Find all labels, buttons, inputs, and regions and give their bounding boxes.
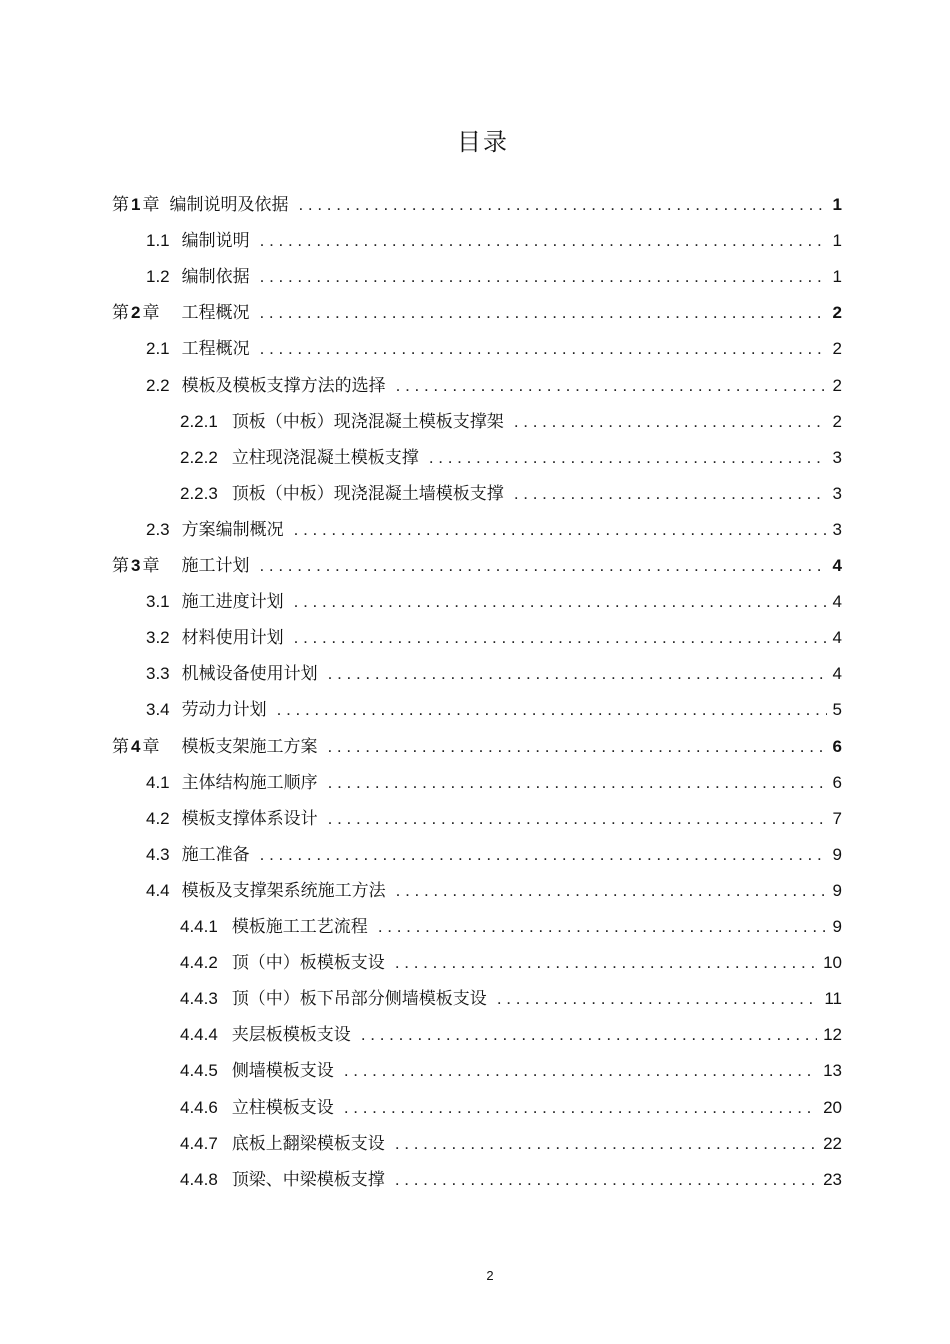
toc-entry[interactable] (146, 336, 842, 362)
toc-page-number: 5 (832, 700, 842, 720)
toc-entry[interactable] (180, 986, 842, 1012)
toc-entry-title: 侧墙模板支设 (231, 1061, 334, 1082)
toc-page-number: 1 (832, 231, 842, 251)
toc-section-number: 4.3 (146, 844, 170, 864)
toc-dot-leader (514, 409, 827, 435)
toc-dot-leader (395, 950, 817, 976)
toc-entry-title: 编制说明 (181, 231, 250, 252)
toc-entry[interactable] (146, 589, 842, 615)
toc-page-number: 3 (832, 519, 842, 539)
toc-section-number: 4.4.1 (180, 917, 218, 936)
page-number: 2 (486, 1268, 494, 1283)
toc-entry[interactable] (146, 517, 842, 543)
toc-dot-leader (361, 1022, 817, 1048)
toc-entry-title: 方案编制概况 (181, 519, 284, 540)
toc-entry[interactable] (146, 842, 842, 868)
toc-page-number: 4 (832, 664, 842, 684)
toc-page-number: 10 (823, 953, 842, 973)
toc-section-number: 1.2 (146, 267, 170, 287)
toc-dot-leader (328, 770, 827, 796)
toc-entry-title: 立柱模板支设 (231, 1097, 334, 1118)
toc-section-number: 2.2 (146, 375, 170, 395)
page-title: 目录 (457, 128, 509, 156)
toc-entry[interactable] (180, 409, 842, 435)
toc-entry-title: 顶板（中板）现浇混凝土模板支撑架 (231, 411, 504, 432)
toc-entry[interactable] (146, 878, 842, 904)
toc-entry-title: 模板支撑体系设计 (181, 808, 318, 829)
toc-dot-leader (259, 553, 826, 579)
toc-entry-title: 工程概况 (181, 339, 250, 360)
toc-dot-leader (328, 806, 827, 832)
toc-dot-leader (378, 914, 827, 940)
toc-entry[interactable] (112, 300, 842, 326)
toc-page-number: 2 (832, 375, 842, 395)
toc-entry[interactable] (180, 445, 842, 471)
toc-entry[interactable] (146, 661, 842, 687)
toc-entry-title: 顶（中）板下吊部分侧墙模板支设 (231, 989, 487, 1010)
toc-section-number: 3.1 (146, 592, 170, 612)
toc-dot-leader (294, 625, 827, 651)
toc-dot-leader (294, 517, 827, 543)
toc-entry-title: 劳动力计划 (181, 700, 267, 721)
toc-section-number: 2.3 (146, 519, 170, 539)
toc-entry[interactable] (146, 697, 842, 723)
toc-page-number: 22 (823, 1133, 842, 1153)
toc-dot-leader (328, 661, 827, 687)
toc-entry-title: 编制说明及依据 (169, 195, 289, 215)
toc-entry-title: 底板上翻梁模板支设 (231, 1133, 385, 1154)
toc-page-number: 7 (832, 808, 842, 828)
toc-entry-title: 夹层板模板支设 (231, 1025, 351, 1046)
toc-page-number: 4 (832, 592, 842, 612)
toc-entry[interactable] (180, 1095, 842, 1121)
toc-entry[interactable] (180, 1058, 842, 1084)
toc-entry-title: 材料使用计划 (181, 628, 284, 649)
toc-entry[interactable] (180, 1022, 842, 1048)
toc-entry[interactable] (146, 625, 842, 651)
toc-page-number: 13 (823, 1061, 842, 1081)
toc-chapter-number: 第 1 章 (112, 195, 160, 215)
toc-entry-title: 立柱现浇混凝土模板支撑 (231, 447, 419, 468)
toc-section-number: 4.4.8 (180, 1169, 218, 1189)
toc-dot-leader (396, 878, 827, 904)
toc-page-number: 2 (832, 411, 842, 431)
toc-dot-leader (294, 589, 827, 615)
toc-entry-title: 施工准备 (181, 844, 250, 865)
toc-dot-leader (327, 734, 826, 760)
toc-chapter-number: 第 3 章 (112, 556, 160, 576)
toc-page-number: 9 (832, 844, 842, 864)
toc-page-number: 6 (832, 772, 842, 792)
toc-page-number: 9 (832, 880, 842, 900)
toc-page-number: 4 (832, 628, 842, 648)
toc-page-number: 1 (832, 195, 842, 214)
toc-entry[interactable] (180, 1167, 842, 1193)
toc-page-number: 6 (832, 736, 842, 756)
toc-page-number: 2 (832, 303, 842, 323)
toc-dot-leader (344, 1095, 817, 1121)
toc-page-number: 2 (832, 339, 842, 359)
toc-section-number: 4.4.2 (180, 953, 218, 973)
toc-page-number: 11 (824, 989, 842, 1009)
toc-page-number: 23 (823, 1169, 842, 1189)
toc-entry[interactable] (146, 806, 842, 832)
toc-section-number: 4.2 (146, 808, 170, 828)
toc-section-number: 2.2.1 (180, 411, 218, 431)
toc-dot-leader (429, 445, 827, 471)
toc-entry-title: 施工计划 (181, 556, 250, 576)
toc-entry[interactable] (112, 553, 842, 579)
toc-section-number: 4.4.6 (180, 1097, 218, 1117)
toc-entry-title: 主体结构施工顺序 (181, 772, 318, 793)
toc-dot-leader (395, 1167, 817, 1193)
toc-dot-leader (259, 300, 826, 326)
toc-section-number: 2.2.2 (180, 447, 218, 467)
toc-entry-title: 模板及模板支撑方法的选择 (181, 375, 386, 396)
toc-entry[interactable] (146, 770, 842, 796)
toc-entry-title: 模板及支撑架系统施工方法 (181, 880, 386, 901)
toc-dot-leader (260, 336, 827, 362)
toc-chapter-number: 第 4 章 (112, 736, 160, 757)
toc-dot-leader (514, 481, 827, 507)
toc-page-number: 9 (832, 917, 842, 936)
toc-section-number: 4.4.5 (180, 1061, 218, 1081)
toc-section-number: 4.4.4 (180, 1025, 218, 1045)
toc-dot-leader (395, 1131, 817, 1157)
toc-dot-leader (260, 228, 827, 254)
toc-entry[interactable] (146, 228, 842, 254)
toc-section-number: 2.2.3 (180, 483, 218, 503)
toc-section-number: 4.4.7 (180, 1133, 218, 1153)
toc-entry[interactable] (112, 192, 842, 218)
toc-section-number: 3.4 (146, 700, 170, 720)
toc-entry-title: 工程概况 (181, 303, 250, 324)
toc-dot-leader (396, 373, 827, 399)
toc-chapter-number: 第 2 章 (112, 303, 160, 324)
toc-entry-title: 机械设备使用计划 (181, 664, 318, 685)
toc-entry[interactable] (180, 914, 842, 940)
toc-dot-leader (344, 1058, 817, 1084)
toc-section-number: 4.4.3 (180, 989, 218, 1009)
toc-dot-leader (497, 986, 819, 1012)
toc-entry-title: 施工进度计划 (181, 592, 284, 613)
toc-section-number: 4.4 (146, 880, 170, 900)
toc-dot-leader (298, 192, 826, 218)
toc-dot-leader (260, 264, 827, 290)
toc-dot-leader (277, 697, 827, 723)
toc-entry[interactable] (146, 264, 842, 290)
toc-section-number: 3.3 (146, 664, 170, 684)
toc-entry-title: 模板施工工艺流程 (231, 917, 368, 937)
toc-section-number: 2.1 (146, 339, 170, 359)
toc-entry[interactable] (180, 950, 842, 976)
toc-entry-title: 编制依据 (181, 267, 250, 288)
toc-page-number: 3 (832, 447, 842, 467)
toc-section-number: 1.1 (146, 231, 170, 251)
toc-entry[interactable] (180, 481, 842, 507)
toc-section-number: 4.1 (146, 772, 170, 792)
toc-entry-title: 顶（中）板模板支设 (231, 953, 385, 974)
toc-dot-leader (260, 842, 827, 868)
toc-page-number: 3 (832, 483, 842, 503)
toc-entry[interactable] (146, 373, 842, 399)
toc-page-number: 20 (823, 1097, 842, 1117)
toc-entry[interactable] (180, 1131, 842, 1157)
toc-page-number: 4 (832, 556, 842, 575)
toc-entry-title: 顶板（中板）现浇混凝土墙模板支撑 (231, 483, 504, 504)
toc-page-number: 1 (832, 267, 842, 287)
toc-section-number: 3.2 (146, 628, 170, 648)
toc-entry-title: 顶梁、中梁模板支撑 (231, 1169, 385, 1190)
toc-page-number: 12 (823, 1025, 842, 1045)
toc-entry[interactable] (112, 734, 842, 760)
toc-entry-title: 模板支架施工方案 (181, 736, 318, 757)
